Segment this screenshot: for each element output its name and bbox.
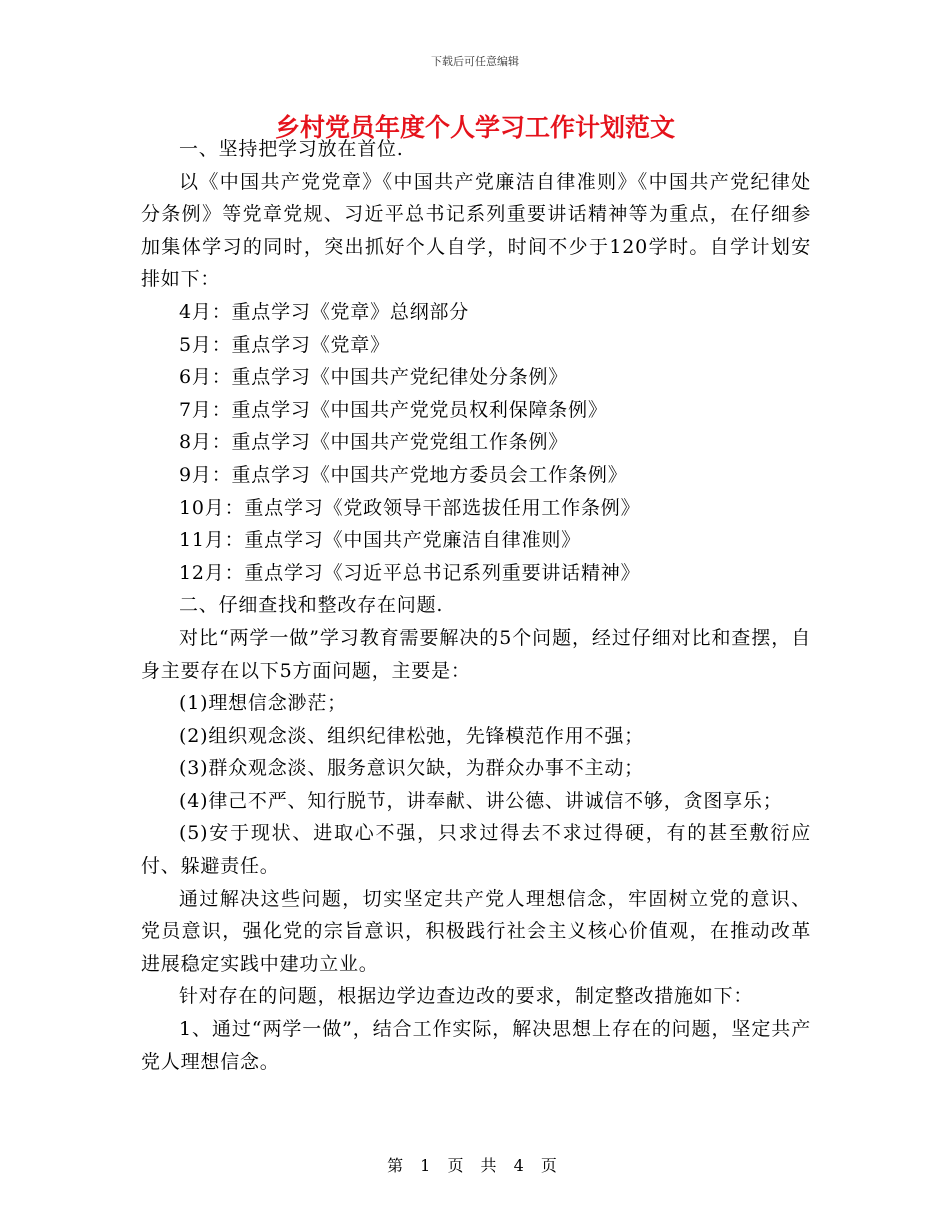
- schedule-item: 9月：重点学习《中国共产党地方委员会工作条例》: [179, 463, 628, 486]
- paragraph: 对比“两学一做”学习教育需要解决的5个问题，经过仔细对比和查摆，自身主要存在以下5方面问题，主要是：: [141, 626, 811, 682]
- problem-item: (1)理想信念渺茫；: [179, 692, 347, 715]
- measure-item: 1、通过“两学一做”，结合工作实际，解决思想上存在的问题，坚定共产党人理想信念。: [141, 1018, 811, 1073]
- problem-item: (4)律己不严、知行脱节，讲奉献、讲公德、讲诚信不够，贪图享乐；: [179, 789, 783, 812]
- paragraph: 通过解决这些问题，切实坚定共产党人理想信念，牢固树立党的意识、党员意识，强化党的宗旨意识，积极践行社会主义核心价值观，在推动改革进展稳定实践中建功立业。: [141, 887, 811, 975]
- paragraph: 以《中国共产党党章》《中国共产党廉洁自律准则》《中国共产党纪律处分条例》等党章党规、习近平总书记系列重要讲话精神等为重点，在仔细参加集体学习的同时，突出抓好个人自学，时间不少于120学时。自学计划安排如下：: [141, 170, 811, 291]
- problem-item: (3)群众观念淡、服务意识欠缺，为群众办事不主动；: [179, 757, 644, 780]
- schedule-item: 12月：重点学习《习近平总书记系列重要讲话精神》: [179, 561, 641, 584]
- paragraph: 针对存在的问题，根据边学边查边改的要求，制定整改措施如下：: [179, 985, 754, 1008]
- section-heading-2: 二、仔细查找和整改存在问题.: [179, 594, 444, 617]
- document-body: [141, 133, 811, 1078]
- section-heading-1: 一、坚持把学习放在首位.: [179, 138, 404, 160]
- document-title: 乡村党员年度个人学习工作计划范文: [274, 113, 675, 142]
- problem-item: (5)安于现状、进取心不强，只求过得去不求过得硬，有的甚至敷衍应付、躲避责任。: [141, 822, 811, 878]
- schedule-item: 8月：重点学习《中国共产党党组工作条例》: [179, 431, 569, 454]
- schedule-item: 4月：重点学习《党章》总纲部分: [179, 300, 470, 323]
- problem-item: (2)组织观念淡、组织纪律松弛，先锋模范作用不强；: [179, 724, 644, 747]
- schedule-item: 11月：重点学习《中国共产党廉洁自律准则》: [179, 529, 581, 552]
- schedule-item: 6月：重点学习《中国共产党纪律处分条例》: [179, 366, 569, 389]
- schedule-item: 7月：重点学习《中国共产党党员权利保障条例》: [179, 398, 608, 421]
- schedule-item: 5月：重点学习《党章》: [179, 333, 390, 356]
- schedule-item: 10月：重点学习《党政领导干部选拔任用工作条例》: [179, 496, 641, 519]
- page-number-footer: 第 1 页 共 4 页: [387, 1156, 563, 1175]
- page-header-note: 下载后可任意编辑: [431, 55, 519, 68]
